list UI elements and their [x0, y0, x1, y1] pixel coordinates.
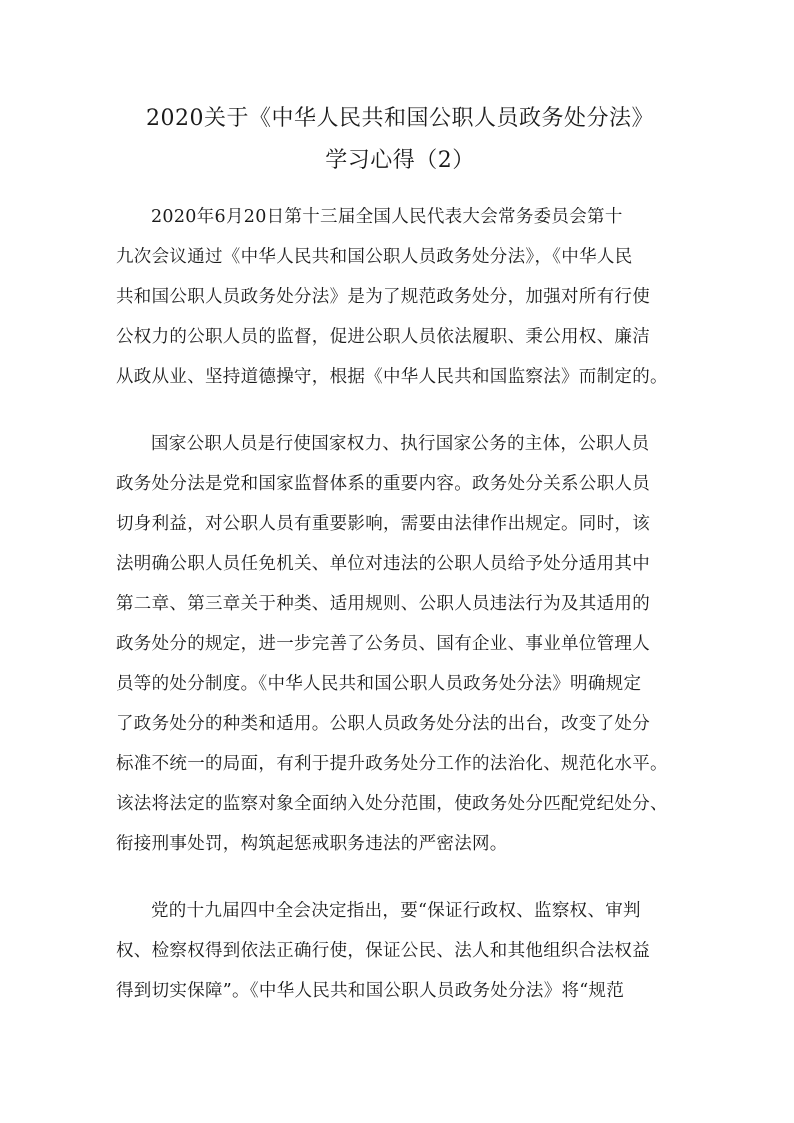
paragraph-line: 法明确公职人员任免机关、单位对违法的公职人员给予处分适用其中: [116, 554, 650, 574]
paragraph-line: 得到切实保障”。《中华人民共和国公职人员政务处分法》将“规范: [116, 981, 625, 1001]
paragraph-line: 政务处分的规定，进一步完善了公务员、国有企业、事业单位管理人: [116, 634, 650, 654]
paragraph-line: 该法将法定的监察对象全面纳入处分范围，使政务处分匹配党纪处分、: [116, 794, 668, 814]
paragraph-line: 政务处分法是党和国家监督体系的重要内容。政务处分关系公职人员: [116, 474, 650, 494]
paragraph-2: [116, 424, 686, 864]
paragraph-3: [116, 891, 686, 1011]
paragraph-line: 党的十九届四中全会决定指出，要“保证行政权、监察权、审判: [151, 901, 641, 921]
paragraph-line: 了政务处分的种类和适用。公职人员政务处分法的出台，改变了处分: [116, 714, 650, 734]
paragraph-line: 衔接刑事处罚，构筑起惩戒职务违法的严密法网。: [116, 834, 508, 854]
paragraph-line: 九次会议通过《中华人民共和国公职人员政务处分法》，《中华人民: [116, 247, 633, 267]
paragraph-line: 切身利益，对公职人员有重要影响，需要由法律作出规定。同时，该: [116, 514, 650, 534]
paragraph-line: 员等的处分制度。《中华人民共和国公职人员政务处分法》明确规定: [116, 674, 642, 694]
paragraph-line: 第二章、第三章关于种类、适用规则、公职人员违法行为及其适用的: [116, 594, 650, 614]
paragraph-line: 标准不统一的局面，有利于提升政务处分工作的法治化、规范化水平。: [116, 754, 668, 774]
paragraph-line: 共和国公职人员政务处分法》是为了规范政务处分，加强对所有行使: [116, 287, 650, 307]
document-title-line-2: 学习心得（2）: [325, 148, 475, 173]
paragraph-line: 国家公职人员是行使国家权力、执行国家公务的主体，公职人员: [151, 434, 650, 454]
paragraph-line: 2020年6月20日第十三届全国人民代表大会常务委员会第十: [151, 207, 623, 227]
paragraph-line: 从政从业、坚持道德操守，根据《中华人民共和国监察法》而制定的。: [116, 367, 668, 387]
document-title-line-1: 2020关于《中华人民共和国公职人员政务处分法》: [146, 106, 654, 131]
paragraph-line: 权、检察权得到依法正确行使，保证公民、法人和其他组织合法权益: [116, 941, 650, 961]
paragraph-1: [116, 197, 686, 397]
paragraph-line: 公权力的公职人员的监督，促进公职人员依法履职、秉公用权、廉洁: [116, 327, 650, 347]
